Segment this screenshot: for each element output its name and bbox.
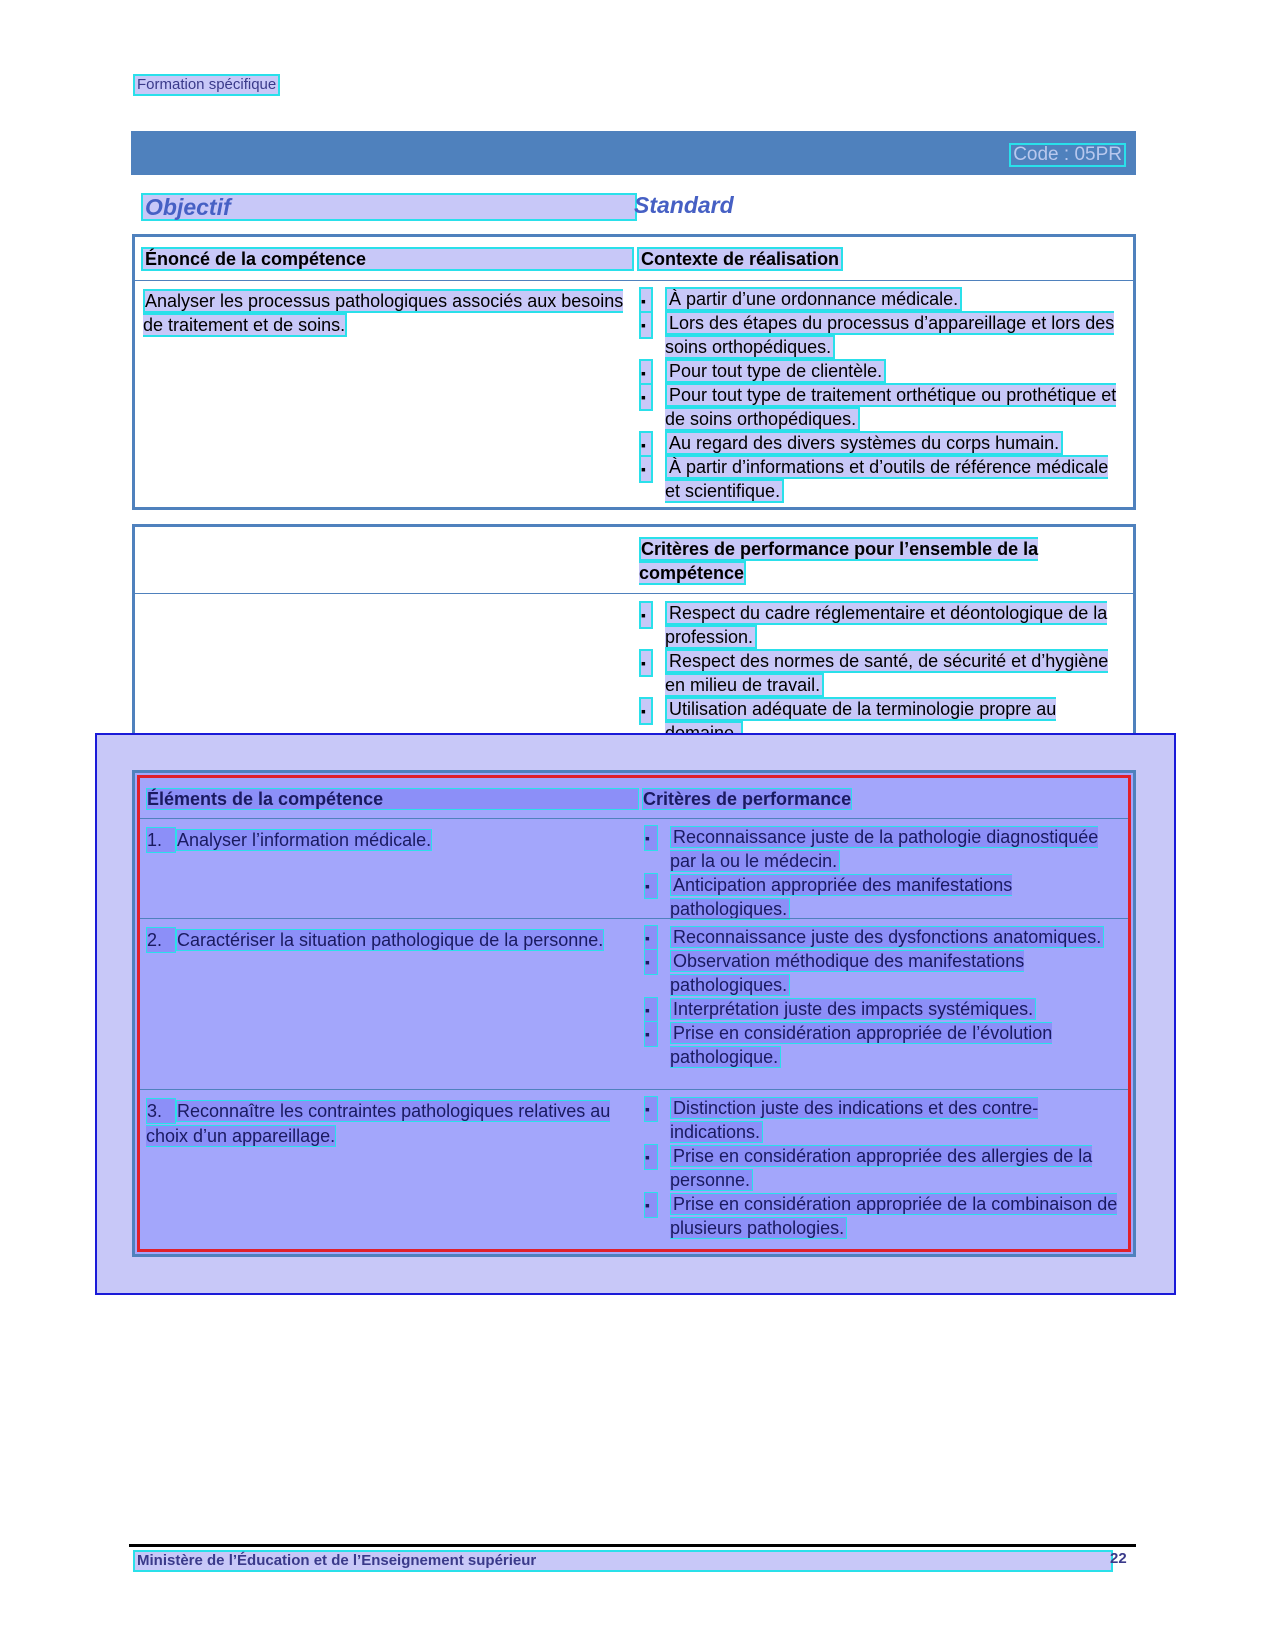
bullet-item — [640, 1192, 1122, 1240]
bullet-item — [640, 949, 1122, 997]
bullet-item — [635, 287, 1127, 311]
global-criteria-box — [132, 524, 1136, 747]
competence-statement-text: Analyser les processus pathologiques associés aux besoins de traitement et de soins. — [143, 291, 624, 335]
bullet-icon: ▪ — [639, 287, 653, 315]
footer-ministry: Ministère de l’Éducation et de l’Enseignement supérieur — [133, 1550, 1113, 1572]
bullet-text: À partir d’informations et d’outils de référence médicale et scientifique. — [665, 457, 1109, 501]
bullet-icon: ▪ — [644, 1096, 658, 1122]
element-criteria-list — [640, 925, 1122, 1069]
bullet-icon: ▪ — [644, 925, 658, 951]
standard-label: Standard — [634, 192, 734, 218]
bullet-item — [640, 925, 1122, 949]
element-row — [140, 1089, 1128, 1257]
footer-rule — [129, 1544, 1136, 1547]
element-label — [146, 1098, 626, 1148]
competency-code: Code : 05PR — [1009, 143, 1126, 167]
bullet-icon: ▪ — [639, 455, 653, 483]
element-label — [146, 827, 626, 853]
bullet-item — [640, 825, 1122, 873]
bullet-text: Pour tout type de traitement orthétique ou prothétique et de soins orthopédiques. — [665, 385, 1117, 429]
element-number: 3. — [146, 1098, 176, 1124]
global-criteria-header-text: Critères de performance pour l’ensemble de la compétence — [639, 539, 1039, 583]
element-row — [140, 918, 1128, 1089]
bullet-icon: ▪ — [644, 825, 658, 851]
bullet-icon: ▪ — [644, 1144, 658, 1170]
bullet-item — [635, 601, 1127, 649]
bullet-item — [640, 1144, 1122, 1192]
bullet-text: Pour tout type de clientèle. — [665, 359, 886, 383]
bullet-text: Reconnaissance juste des dysfonctions anatomiques. — [670, 926, 1104, 948]
competence-box — [132, 234, 1136, 510]
bullet-item — [635, 359, 1127, 383]
element-number: 2. — [146, 927, 176, 953]
bullet-item — [640, 1096, 1122, 1144]
bullet-text: Au regard des divers systèmes du corps humain. — [665, 431, 1063, 455]
bullet-icon: ▪ — [639, 311, 653, 339]
bullet-icon: ▪ — [639, 383, 653, 411]
bullet-icon: ▪ — [644, 873, 658, 899]
running-header: Formation spécifique — [133, 74, 280, 96]
code-banner — [131, 131, 1136, 175]
statement-header: Énoncé de la compétence — [141, 247, 634, 271]
bullet-icon: ▪ — [639, 601, 653, 629]
bullet-text: Observation méthodique des manifestations pathologiques. — [670, 951, 1025, 995]
bullet-text: Respect du cadre réglementaire et déontologique de la profession. — [665, 603, 1108, 647]
footer-page-number: 22 — [1110, 1550, 1127, 1567]
bullet-icon: ▪ — [639, 431, 653, 459]
bullet-text: Reconnaissance juste de la pathologie diagnostiquée par la ou le médecin. — [670, 827, 1099, 871]
bullet-icon: ▪ — [639, 649, 653, 677]
bullet-text: Interprétation juste des impacts systémiques. — [670, 998, 1036, 1020]
bullet-text: Utilisation adéquate de la terminologie propre au — [665, 697, 1056, 745]
elements-box — [132, 770, 1136, 1257]
bullet-text: Lors des étapes du processus d’appareillage et lors des soins orthopédiques. — [665, 313, 1115, 357]
bullet-text: Prise en considération appropriée de la combinaison de plusieurs pathologies. — [670, 1194, 1118, 1238]
context-header: Contexte de réalisation — [637, 247, 843, 271]
element-text: Analyser l’information médicale. — [177, 830, 432, 850]
bullet-icon: ▪ — [639, 359, 653, 387]
global-criteria-header — [637, 537, 1097, 585]
element-text: Reconnaître les contraintes pathologiques relatives au choix d’un appareillage. — [146, 1101, 611, 1146]
bullet-text: Prise en considération appropriée de l’évolution pathologique. — [670, 1023, 1053, 1067]
objectif-label: Objectif — [141, 193, 637, 221]
bullet-icon: ▪ — [644, 1021, 658, 1047]
bullet-text: À partir d’une ordonnance médicale. — [665, 287, 962, 311]
bullet-item — [640, 997, 1122, 1021]
bullet-item — [640, 873, 1122, 921]
bullet-text: Prise en considération appropriée des allergies de la personne. — [670, 1146, 1093, 1190]
bullet-item — [635, 431, 1127, 455]
elements-table — [137, 775, 1131, 1252]
element-label — [146, 927, 626, 953]
bullet-icon: ▪ — [644, 997, 658, 1023]
bullet-icon: ▪ — [644, 949, 658, 975]
element-text: Caractériser la situation pathologique de la personne. — [177, 930, 604, 950]
bullet-icon: ▪ — [639, 697, 653, 725]
bullet-text: Respect des normes de santé, de sécurité et d’hygiène en milieu de travail. — [665, 651, 1109, 695]
bullet-item — [640, 1021, 1122, 1069]
competence-statement — [141, 289, 631, 337]
global-criteria-list — [635, 601, 1127, 745]
elements-header: Éléments de la compétence — [146, 788, 639, 810]
element-number: 1. — [146, 827, 176, 853]
element-criteria-list — [640, 1096, 1122, 1240]
bullet-item — [635, 455, 1127, 503]
elements-criteria-header: Critères de performance — [643, 789, 852, 809]
context-list — [635, 287, 1127, 503]
bullet-text: Distinction juste des indications et des contre-indications. — [670, 1098, 1039, 1142]
bullet-item — [635, 311, 1127, 359]
bullet-icon: ▪ — [644, 1192, 658, 1218]
bullet-text: Anticipation appropriée des manifestations pathologiques. — [670, 875, 1013, 919]
bullet-item — [635, 649, 1127, 697]
element-row — [140, 818, 1128, 918]
element-criteria-list — [640, 825, 1122, 921]
bullet-item — [635, 383, 1127, 431]
